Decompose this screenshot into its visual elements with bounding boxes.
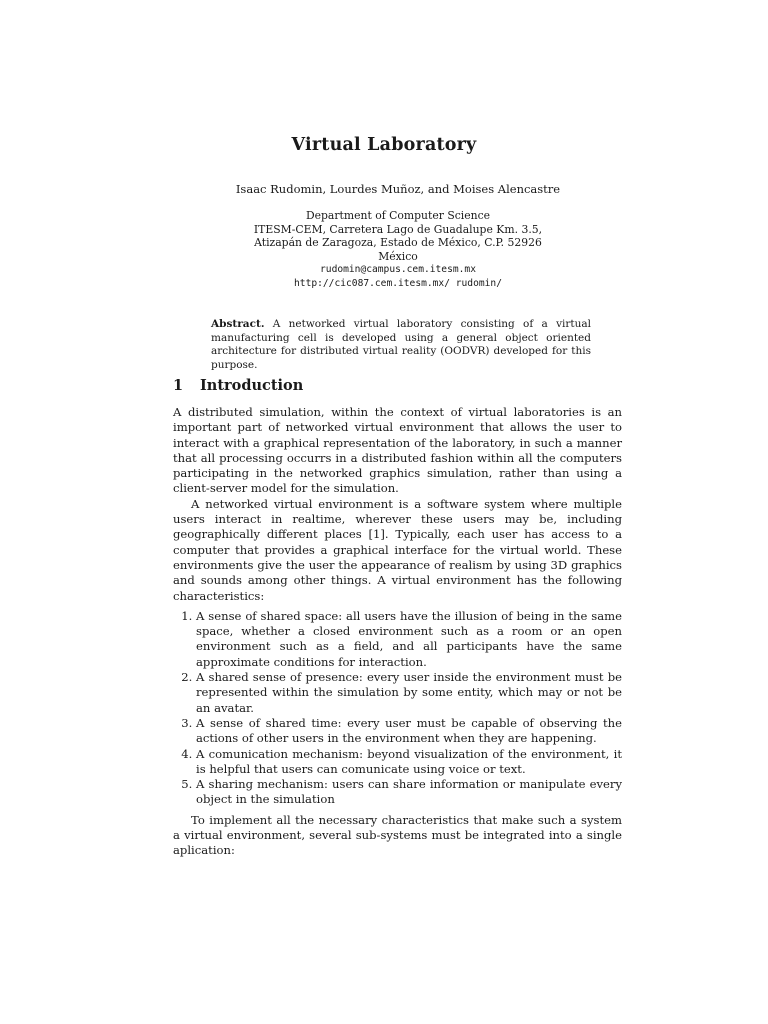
affiliation-institution: ITESM-CEM, Carretera Lago de Guadalupe Km. 3.5,: [253, 222, 543, 236]
author-list: Isaac Rudomin, Lourdes Muñoz, and Moises Alencastre: [235, 182, 561, 196]
list-item: 4. A comunication mechanism: beyond visualization of the environment, it is helpful that users can comunicate using voice or text.: [196, 747, 622, 778]
abstract-label: Abstract.: [211, 318, 265, 330]
body-paragraph: To implement all the necessary characteristics that make such a system a virtual environment, several sub-systems must be integrated into a single aplication:: [173, 812, 622, 858]
list-item: 1. A sense of shared space: all users have the illusion of being in the same space, whether a closed environment such as a room or an open environment such as a field, and all participants have the same approximate conditions for interaction.: [196, 609, 622, 670]
body-paragraph: A networked virtual environment is a software system where multiple users interact in realtime, wherever these users may be, including geographically different places [1]. Typically, each user has access to a computer that provides a graphical interface for the virtual world. These environments give the user the appearance of realism by using 3D graphics and sounds among other things. A virtual environment has the following characteristics:: [173, 496, 622, 603]
paper-title: Virtual Laboratory: [291, 135, 477, 155]
affiliation-block: [0, 209, 768, 291]
list-item: 3. A sense of shared time: every user must be capable of observing the actions of other users in the environment when they are happening.: [196, 716, 622, 747]
abstract: [211, 318, 591, 372]
section-title: Introduction: [200, 377, 304, 394]
affiliation-city: Atizapán de Zaragoza, Estado de México, C.P. 52926: [254, 236, 542, 250]
section-body: [173, 405, 622, 859]
list-item: 5. A sharing mechanism: users can share information or manipulate every object in the simulation: [196, 777, 622, 808]
author-email: rudomin@campus.cem.itesm.mx: [320, 264, 476, 276]
characteristics-list: [173, 609, 622, 808]
abstract-text: A networked virtual laboratory consisting of a virtual manufacturing cell is developed using a general object oriented architecture for distributed virtual reality (OODVR) developed for this purpose.: [211, 318, 591, 371]
section-heading: [173, 377, 303, 394]
author-url: http://cic087.cem.itesm.mx/ rudomin/: [294, 277, 502, 289]
affiliation-department: Department of Computer Science: [305, 209, 491, 222]
affiliation-country: México: [378, 249, 418, 263]
section-number: 1: [173, 377, 184, 394]
body-paragraph: A distributed simulation, within the context of virtual laboratories is an important part of networked virtual environment that allows the user to interact with a graphical representation of the laboratory, in such a manner that all processing occurrs in a distributed fashion within all the computers participating in the networked graphics simulation, rather than using a client-server model for the simulation.: [173, 405, 622, 496]
list-item: 2. A shared sense of presence: every user inside the environment must be represented within the simulation by some entity, which may or not be an avatar.: [196, 670, 622, 716]
